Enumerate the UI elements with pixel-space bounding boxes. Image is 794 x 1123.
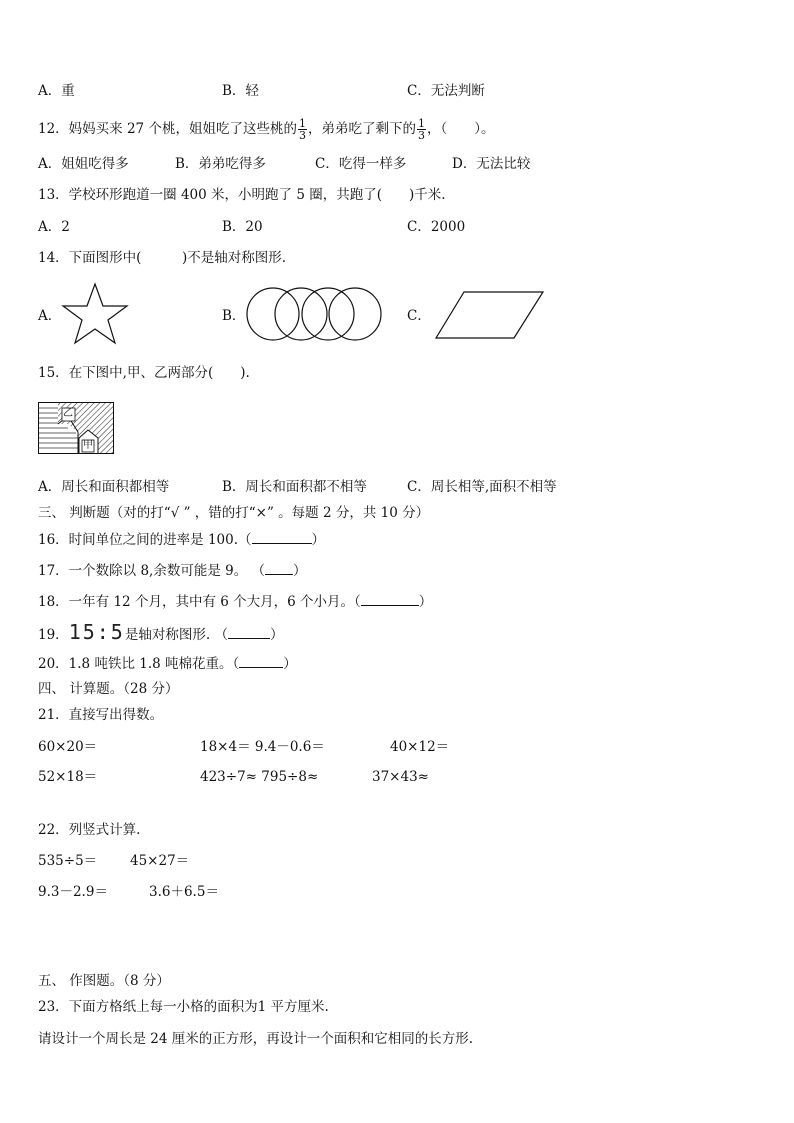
q13-option-a: A．2 — [38, 219, 70, 235]
q13-option-b: B．20 — [222, 219, 263, 235]
q11-option-b: B．轻 — [222, 83, 259, 99]
q12-stem-part3: ，（ ）。 — [426, 121, 495, 137]
q17-text: 17．一个数除以 8,余数可能是 9。 （ — [38, 563, 266, 579]
q21-item: 423÷7≈ 795÷8≈ — [200, 769, 319, 785]
q12-stem — [38, 118, 494, 141]
q22-item: 45×27＝ — [130, 853, 190, 869]
fraction-denominator: 3 — [417, 129, 425, 142]
q11-option-a: A．重 — [38, 83, 75, 99]
q23-line2: 请设计一个周长是 24 厘米的正方形，再设计一个面积和它相同的长方形. — [38, 1031, 474, 1047]
hatched-region-figure — [38, 402, 114, 454]
q21-stem: 21．直接写出得数。 — [38, 707, 164, 723]
label-yi: 乙 — [63, 408, 73, 419]
q17-close: ） — [293, 563, 307, 579]
q11-option-c: C．无法判断 — [407, 83, 485, 99]
q18 — [38, 592, 432, 611]
q21-item: 18×4＝ 9.4－0.6＝ — [200, 739, 325, 755]
q18-close: ） — [418, 594, 433, 610]
q13-option-c: C．2000 — [407, 219, 466, 235]
fraction-numerator: 1 — [298, 117, 306, 130]
q12-stem-part2: ，弟弟吃了剩下的 — [307, 121, 416, 137]
q12-option-d: D．无法比较 — [452, 156, 531, 172]
q14-option-b: B． — [222, 308, 246, 324]
answer-blank[interactable] — [361, 592, 419, 606]
answer-blank[interactable] — [239, 654, 283, 668]
answer-blank[interactable] — [265, 561, 293, 575]
section-4-title: 四、 计算题。（28 分） — [38, 681, 179, 697]
q22-item: 3.6＋6.5＝ — [149, 884, 219, 900]
q15-stem: 15．在下图中,甲、乙两部分( ). — [38, 365, 250, 381]
q19 — [38, 622, 283, 645]
star-shape — [60, 282, 130, 346]
q21-item: 37×43≈ — [372, 769, 429, 785]
section-5-title: 五、 作图题。（8 分） — [38, 973, 170, 989]
label-jia: 甲 — [83, 440, 93, 451]
q22-stem: 22．列竖式计算. — [38, 822, 141, 838]
q15-option-c: C．周长相等,面积不相等 — [407, 479, 557, 495]
q20-close: ） — [283, 656, 297, 672]
fraction-numerator: 1 — [417, 117, 425, 130]
q12-option-c: C．吃得一样多 — [315, 156, 407, 172]
q16-text: 16．时间单位之间的进率是 100.（ — [38, 532, 252, 548]
q21-item: 40×12＝ — [390, 739, 450, 755]
answer-blank[interactable] — [228, 625, 270, 639]
q20-text: 20．1.8 吨铁比 1.8 吨棉花重。（ — [38, 656, 240, 672]
q15-option-b: B．周长和面积都不相等 — [222, 479, 367, 495]
answer-blank[interactable] — [252, 530, 312, 544]
q17 — [38, 561, 307, 580]
q15-figure — [38, 402, 114, 454]
fraction-denominator: 3 — [298, 129, 306, 142]
q22-item: 535÷5＝ — [38, 853, 98, 869]
q12-stem-part1: 12．妈妈买来 27 个桃，姐姐吃了这些桃的 — [38, 121, 297, 137]
seven-segment-digits: 15:5 — [68, 620, 125, 644]
q21-item: 52×18＝ — [38, 769, 98, 785]
q12-fraction-2 — [417, 118, 426, 141]
four-circles-shape — [244, 286, 384, 342]
q12-option-a: A．姐姐吃得多 — [38, 156, 129, 172]
q19-number: 19． — [38, 627, 69, 643]
q12-fraction-1 — [298, 118, 307, 141]
q12-option-b: B．弟弟吃得多 — [175, 156, 266, 172]
q19-text: 是轴对称图形. （ — [124, 627, 228, 643]
q14-option-a: A． — [38, 308, 62, 324]
section-3-title: 三、 判断题（对的打“√ ” ，错的打“×” 。每题 2 分，共 10 分） — [38, 505, 430, 521]
q13-stem: 13．学校环形跑道一圈 400 米，小明跑了 5 圈，共跑了( )千米. — [38, 187, 446, 203]
q16-close: ） — [311, 532, 326, 548]
q18-text: 18．一年有 12 个月，其中有 6 个大月，6 个小月。（ — [38, 594, 361, 610]
q21-item: 60×20＝ — [38, 739, 98, 755]
q23-line1: 23．下面方格纸上每一小格的面积为1 平方厘米. — [38, 999, 329, 1015]
q14-option-c: C． — [407, 308, 431, 324]
q15-option-a: A．周长和面积都相等 — [38, 479, 170, 495]
q19-close: ） — [269, 627, 284, 643]
q20 — [38, 654, 297, 673]
q16 — [38, 530, 325, 549]
parallelogram-shape — [434, 290, 546, 340]
q14-stem: 14．下面图形中( )不是轴对称图形. — [38, 250, 287, 266]
q22-item: 9.3－2.9＝ — [38, 884, 108, 900]
